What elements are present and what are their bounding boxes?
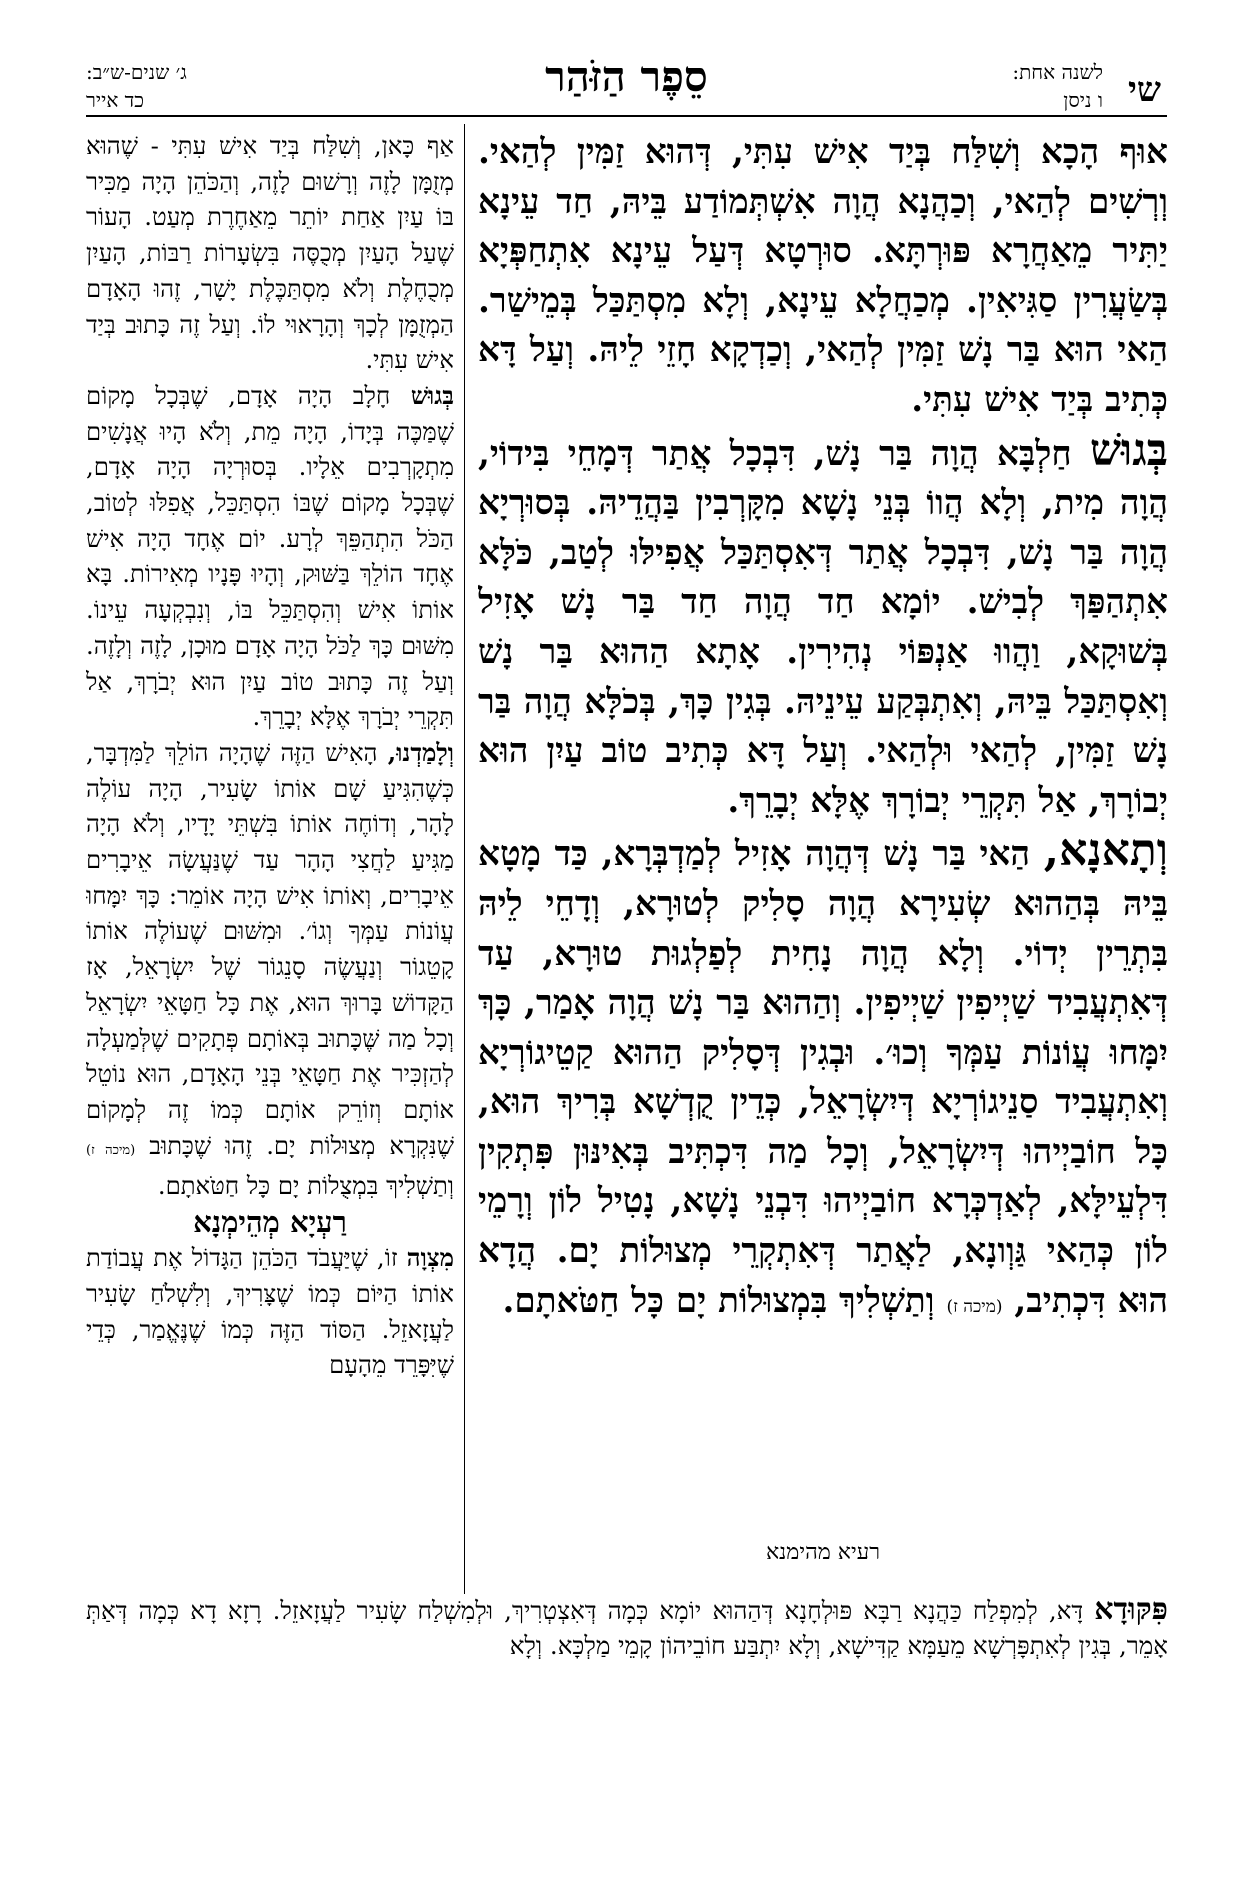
page-number: שי <box>1128 70 1161 110</box>
lead-word: בְּגוּשׁ <box>1089 424 1168 476</box>
main-paragraph-text: וְתַשְׁלִיךְ בִּמְצוּלוֹת יָם כָּל חַטֹּאתָם. <box>502 1280 947 1321</box>
bottom-paragraph-text: דָּא, לְמִפְלַח כַּהֲנָא רַבָּא פּוּלְחָנָא דְּהַהוּא יוֹמָא כְּמָה דְּאִצְטְרִיךְ, וּלְמִשְׁלַח שָׂעִיר לַעֲזָאזֵל. רָזָא דָא כְּמָה דְּאַתְּ אָמֵר, בְּגִין לְאִתְפָּרְשָׁא מֵעַמָּא קַדִּישָׁא, וְלָא יִתְבַּע חוֹבֵיהוֹן קָמֵי מַלְכָּא. וְלָא <box>86 1596 1168 1661</box>
translation-paragraph-text: הָאִישׁ הַזֶּה שֶׁהָיָה הוֹלֵךְ לַמִּדְבָּר, כְּשֶׁהִגִּיעַ שָׁם אוֹתוֹ שָׂעִיר, הָיָה עוֹלֶה לָהָר, וְדוֹחֶה אוֹתוֹ בִּשְׁתֵּי יָדָיו, וְלֹא הָיָה מַגִּיעַ לַחֲצִי הָהָר עַד שֶׁנַּעֲשָׂה אֵיבָרִים אֵיבָרִים, וְאוֹתוֹ אִישׁ הָיָה אוֹמֵר: כָּךְ יִמָּחוּ עֲוֹנוֹת עַמְּךָ וְגוֹ׳. וּמִשּׁוּם שֶׁעוֹלֶה אוֹתוֹ קָטֵגוֹר וְנַעֲשֶׂה סָנֵגוֹר שֶׁל יִשְׂרָאֵל, אָז הַקָּדוֹשׁ בָּרוּךְ הוּא, אֶת כָּל חַטָּאֵי יִשְׂרָאֵל וְכָל מַה שֶּׁכָּתוּב בְּאוֹתָם פְּתָקִים שֶׁלְּמַעְלָה לְהַזְכִּיר אֶת חַטָּאֵי בְּנֵי הָאָדָם, הוּא נוֹטֵל אוֹתָם וְזוֹרֵק אוֹתָם כְּמוֹ זֶה לְמָקוֹם שֶׁנִּקְרָא מְצוּלוֹת יָם. זֶהוּ שֶׁכָּתוּב <box>86 737 454 1160</box>
reading-schedule-left <box>86 58 316 114</box>
main-paragraph <box>478 128 1168 426</box>
main-text-column <box>478 128 1168 1528</box>
main-paragraph-text: אוּף הָכָא וְשִׁלַּח בְּיַד אִישׁ עִתִּי, דְּהוּא זַמִּין לְהַאי. וְרְשִׁים לְהַאי, וְכַהֲנָא הֲוָה אִשְׁתְּמוֹדַע בֵּיהּ, חַד עֵינָא יַתִּיר מֵאַחֲרָא פּוּרְתָּא. סוּרְטָא דְּעַל עֵינָא אִתְחַפְּיָא בְּשַׂעֲרִין סַגִּיאִין. מְכַחֲלָא עֵינָא, וְלָא מִסְתַּכַּל בְּמֵישַׁר. הַאי הוּא בַּר נָשׁ זַמִּין לְהַאי, וְכַדְקָא חָזֵי לֵיהּ. וְעַל דָּא כְּתִיב בְּיַד אִישׁ עִתִּי. <box>478 132 1168 420</box>
book-title: סֵפֶר הַזֹּהַר <box>545 52 708 101</box>
lead-word: וְתָאנָא, <box>1043 825 1168 877</box>
schedule-line: ג׳ שנים-ש״ב: <box>86 60 187 84</box>
verse-citation: (מיכה ז) <box>946 1296 1003 1317</box>
translation-paragraph <box>86 735 454 1204</box>
lead-word: מִצְוָה <box>406 1243 454 1273</box>
translation-paragraph-text: וְתַשְׁלִיךְ בִּמְצֻלוֹת יָם כָּל חַטֹּאתָם. <box>157 1171 454 1201</box>
main-paragraph-text: הַאי בַּר נָשׁ דְּהֲוָה אָזִיל לְמַדְבְּרָא, כַּד מָטָא בֵּיהּ בְּהַהוּא שְׂעִירָא הֲוָה סָלִיק לְטוּרָא, וְדָחֵי לֵיהּ בִּתְרֵין יְדוֹי. וְלָא הֲוָה נָחִית לְפַלְגוּת טוּרָא, עַד דְּאִתְעֲבִיד שַׁיְיפִין שַׁיְיפִין. וְהַהוּא בַּר נָשׁ הֲוָה אָמַר, כָּךְ יִמָּחוּ עֲוֹנוֹת עַמְּךָ וְכוּ׳. וּבְגִין דְּסָלִיק הַהוּא קַטֵיגוֹרְיָא וְאִתְעֲבִיד סַנֵיגוֹרְיָא דְּיִשְׂרָאֵל, כְּדֵין קֻדְשָׁא בְּרִיךְ הוּא, כָּל חוֹבַיְיהוּ דְּיִשְׂרָאֵל, וְכָל מַה דִּכְתִּיב בְּאִינּוּן פִּתְקִין דִּלְעֵילָּא, לְאַדְכְּרָא חוֹבַיְיהוּ דִּבְנֵי נָשָׁא, נָטִיל לוֹן וְרָמֵי לוֹן כְּהַאי גַּוְונָא, לַאֲתַר דְּאִתְקְרֵי מְצוּלוֹת יָם. הֲדָא הוּא דִּכְתִיב, <box>478 834 1168 1321</box>
schedule-date: כד אייר <box>86 88 145 112</box>
main-paragraph <box>478 426 1168 827</box>
lead-word: בְּגוּשׁ <box>410 380 454 410</box>
lead-word: וְלָמַדְנוּ, <box>387 737 454 767</box>
column-divider <box>464 124 465 1594</box>
schedule-date: ו ניסן <box>1063 88 1103 112</box>
schedule-line: לשנה אחת: <box>1012 60 1103 84</box>
verse-citation: (מיכה ז) <box>86 1142 136 1158</box>
translation-paragraph-text: זוֹ, שֶׁיַּעֲבֹד הַכֹּהֵן הַגָּדוֹל אֶת עֲבוֹדַת אוֹתוֹ הַיּוֹם כְּמוֹ שֶׁצָּרִיךְ, וְלִשְׁלֹחַ שָׂעִיר לַעֲזָאזֵל. הַסּוֹד הַזֶּה כְּמוֹ שֶׁנֶּאֱמַר, כְּדֵי שֶׁיִּפָּרֵד מֵהָעָם <box>86 1243 454 1380</box>
translation-paragraph-text: אַף כָּאן, וְשִׁלַּח בְּיַד אִישׁ עִתִּי - שֶׁהוּא מְזֻמָּן לָזֶה וְרָשׁוּם לָזֶה, וְהַכֹּהֵן הָיָה מַכִּיר בּוֹ עַיִן אַחַת יוֹתֵר מֵאַחֶרֶת מְעַט. הָעוֹר שֶׁעַל הָעַיִן מְכֻסֶּה בִּשְׂעָרוֹת רַבּוֹת, הָעַיִן מְכֻחֶלֶת וְלֹא מִסְתַּכֶּלֶת יָשָׁר, זֶהוּ הָאָדָם הַמְזֻמָּן לְכָךְ וְהָרָאוּי לוֹ. וְעַל זֶה כָּתוּב בְּיַד אִישׁ עִתִּי. <box>86 131 454 375</box>
lead-word: פִּקּוּדָא <box>1094 1592 1168 1627</box>
bottom-text-block <box>86 1592 1168 1752</box>
raya-mehemna-heading: רעיא מהימנא <box>765 1540 881 1565</box>
main-paragraph <box>478 826 1168 1332</box>
header-rule <box>86 115 1167 117</box>
translation-paragraph-text: חָלָב הָיָה אָדָם, שֶׁבְּכָל מָקוֹם שֶׁמַּכֶּה בְּיָדוֹ, הָיָה מֵת, וְלֹא הָיוּ אֲנָשִׁים מִתְקָרְבִים אֵלָיו. בְּסוּרְיָה הָיָה אָדָם, שֶׁבְּכָל מָקוֹם שֶׁבּוֹ הִסְתַּכֵּל, אֲפִלּוּ לְטוֹב, הַכֹּל הִתְהַפֵּךְ לְרָע. יוֹם אֶחָד הָיָה אִישׁ אֶחָד הוֹלֵךְ בַּשּׁוּק, וְהָיוּ פָּנָיו מְאִירוֹת. בָּא אוֹתוֹ אִישׁ וְהִסְתַּכֵּל בּוֹ, וְנִבְקְעָה עֵינוֹ. מִשּׁוּם כָּךְ לַכֹּל הָיָה אָדָם מוּכָן, לָזֶה וְלָזֶה. וְעַל זֶה כָּתוּב טוֹב עַיִן הוּא יְבֹרָךְ, אַל תִּקְרֵי יְבֹרָךְ אֶלָּא יְבָרֵךְ. <box>86 380 454 732</box>
main-paragraph-text: חַלְבָּא הֲוָה בַּר נָשׁ, דִּבְכָל אֲתַר דְּמָחֵי בִּידוֹי, הֲוָה מִית, וְלָא הֲווֹ בְּנֵי נָשָׁא מִקָּרְבִין בַּהֲדֵיהּ. בְּסוּרְיָא הֲוָה בַּר נָשׁ, דִּבְכָל אֲתַר דְּאִסְתַּכַּל אֲפִילּוּ לְטַב, כֹּלָּא אִתְהַפַּךְ לְבִישׁ. יוֹמָא חַד הֲוָה חַד בַּר נָשׁ אָזִיל בְּשׁוּקָא, וַהֲווּ אַנְפּוֹי נְהִירִין. אָתָא הַהוּא בַּר נָשׁ וְאִסְתַּכַּל בֵּיהּ, וְאִתְבְּקַע עֵינֵיהּ. בְּגִין כָּךְ, בְּכֹלָּא הֲוָה בַּר נָשׁ זַמִּין, לְהַאי וּלְהַאי. וְעַל דָּא כְּתִיב טוֹב עַיִן הוּא יְבוֹרָךְ, אַל תִּקְרֵי יְבוֹרָךְ אֶלָּא יְבָרֵךְ. <box>478 433 1168 821</box>
translation-column <box>86 128 454 1592</box>
raya-mehemna-subheading: רַעְיָא מְהֵימְנָא <box>193 1205 347 1240</box>
translation-paragraph <box>86 1240 454 1383</box>
translation-paragraph <box>86 128 454 378</box>
translation-paragraph <box>86 378 454 735</box>
